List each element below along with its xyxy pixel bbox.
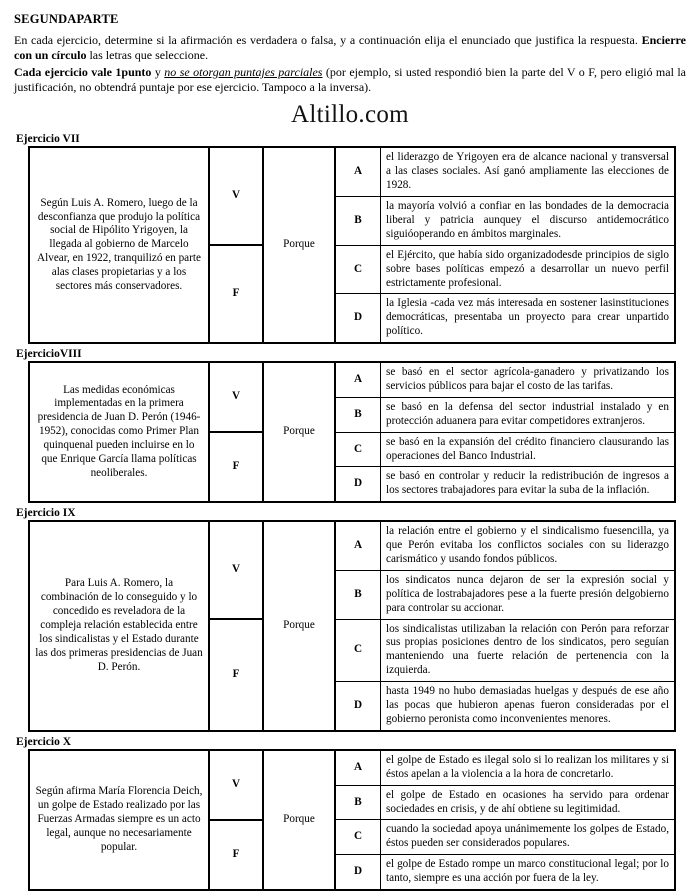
false-option-cell[interactable]: F bbox=[209, 820, 263, 890]
exercise-label: Ejercicio IX bbox=[16, 507, 76, 520]
option-text[interactable]: se basó en el sector agrícola-ganadero y privatizando los servicios públicos para bajar el costo de las tarifas. bbox=[381, 362, 676, 397]
instructions-line-1-emphasis: Encierre con un círculo bbox=[14, 33, 686, 63]
exercise-block bbox=[14, 736, 686, 891]
table-row bbox=[29, 521, 675, 570]
page-title: SEGUNDAPARTE bbox=[14, 12, 119, 26]
option-text[interactable]: los sindicalistas utilizaban la relación con Perón para reforzar sus propias posiciones dentro de los sindicatos, pero seguían manteniendo una fuerte relación de pertenencia con la izquierda. bbox=[381, 619, 676, 682]
instructions-line-1 bbox=[14, 33, 686, 64]
option-text[interactable]: la relación entre el gobierno y el sindicalismo fuesencilla, ya que Perón evitaba los conflictos sociales con su liderazgo carismático y usando fondos públicos. bbox=[381, 521, 676, 570]
option-letter[interactable]: B bbox=[335, 197, 381, 246]
exercise-block bbox=[14, 507, 686, 732]
option-letter[interactable]: B bbox=[335, 785, 381, 820]
instructions-line-2-emphasis: Cada ejercicio vale 1punto bbox=[14, 64, 152, 79]
option-letter[interactable]: A bbox=[335, 362, 381, 397]
instructions bbox=[14, 33, 686, 95]
option-letter[interactable]: A bbox=[335, 147, 381, 196]
exercise-label: EjercicioVIII bbox=[16, 348, 82, 361]
option-text[interactable]: el liderazgo de Yrigoyen era de alcance nacional y transversal a las clases sociales. Así ganó ampliamente las elecciones de 1928. bbox=[381, 147, 676, 196]
porque-cell: Porque bbox=[263, 750, 335, 890]
porque-cell: Porque bbox=[263, 521, 335, 731]
option-text[interactable]: el golpe de Estado es ilegal solo si lo realizan los militares y si éstos apelan a la violencia a la hora de concretarlo. bbox=[381, 750, 676, 785]
exercise-table bbox=[28, 520, 676, 732]
watermark: Altillo.com bbox=[291, 101, 409, 129]
option-letter[interactable]: B bbox=[335, 570, 381, 619]
instructions-line-1-text-b: las letras que seleccione. bbox=[86, 48, 209, 63]
exercise-block bbox=[14, 133, 686, 344]
instructions-line-2-text-b: (por ejemplo, si usted respondió bien la parte del V o F, pero eligió mal la justificación, no obtendrá puntaje por ese ejercicio. Tampoco a la inversa). bbox=[14, 64, 686, 95]
option-text[interactable]: hasta 1949 no hubo demasiadas huelgas y después de ese año las pocas que hubieron apenas fueron consideradas por el gobierno peronista como inconvenientes menores. bbox=[381, 682, 676, 731]
false-option-cell[interactable]: F bbox=[209, 619, 263, 731]
false-option-cell[interactable]: F bbox=[209, 432, 263, 502]
option-letter[interactable]: D bbox=[335, 294, 381, 343]
instructions-line-1-text-a: En cada ejercicio, determine si la afirmación es verdadera o falsa, y a continuación elija el enunciado que justifica la respuesta. bbox=[14, 33, 642, 47]
option-text[interactable]: se basó en la expansión del crédito financiero clausurando las operaciones del Banco Industrial. bbox=[381, 432, 676, 467]
option-text[interactable]: cuando la sociedad apoya unánimemente los golpes de Estado, éstos pueden ser considerados populares. bbox=[381, 820, 676, 855]
option-text[interactable]: se basó en la defensa del sector industrial instalado y en protección aduanera para evitar competidores extranjeros. bbox=[381, 397, 676, 432]
option-text[interactable]: la Iglesia -cada vez más interesada en sostener lasinstituciones democráticas, presentaba un proyecto para crear unpartido político. bbox=[381, 294, 676, 343]
option-text[interactable]: el golpe de Estado rompe un marco constitucional legal; por lo tanto, siempre es una acción por fuera de la ley. bbox=[381, 855, 676, 890]
instructions-line-2-italic: no se otorgan puntajes parciales bbox=[164, 64, 323, 79]
statement-cell: Las medidas económicas implementadas en la primera presidencia de Juan D. Perón (1946-1952), conocidas como Primer Plan quinquenal pueden incluirse en lo que Enrique García llama políticas neoliberales. bbox=[29, 362, 209, 502]
porque-cell: Porque bbox=[263, 147, 335, 343]
porque-cell: Porque bbox=[263, 362, 335, 502]
statement-cell: Según Luis A. Romero, luego de la desconfianza que produjo la política social de Hipólito Yrigoyen, la llegada al gobierno de Marcelo Alvear, en 1922, tranquilizó en parte alas clases propietarias y a los sectores más conservadores. bbox=[29, 147, 209, 343]
exercise-label: Ejercicio VII bbox=[16, 133, 80, 146]
false-option-cell[interactable]: F bbox=[209, 245, 263, 343]
option-text[interactable]: se basó en controlar y reducir la redistribución de ingresos a los sectores trabajadores para evitar la suba de la inflación. bbox=[381, 467, 676, 502]
option-letter[interactable]: D bbox=[335, 682, 381, 731]
option-letter[interactable]: C bbox=[335, 619, 381, 682]
option-letter[interactable]: C bbox=[335, 432, 381, 467]
option-letter[interactable]: C bbox=[335, 245, 381, 294]
option-letter[interactable]: D bbox=[335, 467, 381, 502]
exercise-table bbox=[28, 749, 676, 891]
exercise-table bbox=[28, 146, 676, 344]
option-text[interactable]: el golpe de Estado en ocasiones ha servido para ordenar sociedades en crisis, y de ahí obtiene su legitimidad. bbox=[381, 785, 676, 820]
true-option-cell[interactable]: V bbox=[209, 521, 263, 619]
exercise-label: Ejercicio X bbox=[16, 735, 72, 748]
true-option-cell[interactable]: V bbox=[209, 362, 263, 432]
statement-cell: Según afirma María Florencia Deich, un golpe de Estado realizado por las Fuerzas Armadas siempre es un acto legal, aunque no necesariamente popular. bbox=[29, 750, 209, 890]
true-option-cell[interactable]: V bbox=[209, 750, 263, 820]
true-option-cell[interactable]: V bbox=[209, 147, 263, 245]
option-letter[interactable]: B bbox=[335, 397, 381, 432]
option-letter[interactable]: A bbox=[335, 750, 381, 785]
table-row bbox=[29, 750, 675, 785]
exercise-table bbox=[28, 361, 676, 503]
option-text[interactable]: el Ejército, que había sido organizadodesde principios de siglo sobre bases políticas empezó a desarrollar un nuevo perfil estrictamente profesional. bbox=[381, 245, 676, 294]
exercise-block bbox=[14, 348, 686, 503]
option-text[interactable]: los sindicatos nunca dejaron de ser la expresión social y política de lostrabajadores pese a la fuerte presión delgobierno para controlar su accionar. bbox=[381, 570, 676, 619]
instructions-line-2-text-a: y bbox=[151, 64, 165, 79]
option-letter[interactable]: D bbox=[335, 855, 381, 890]
option-text[interactable]: la mayoría volvió a confiar en las bondades de la democracia liberal y patricia aunquey el discurso antidemocrático siguióoperando en ámbitos marginales. bbox=[381, 197, 676, 246]
table-row bbox=[29, 362, 675, 397]
table-row bbox=[29, 147, 675, 196]
option-letter[interactable]: A bbox=[335, 521, 381, 570]
instructions-line-2 bbox=[14, 65, 686, 96]
option-letter[interactable]: C bbox=[335, 820, 381, 855]
statement-cell: Para Luis A. Romero, la combinación de lo conseguido y lo concedido es reveladora de la compleja relación establecida entre los sindicalistas y el Estado durante las dos primeras presidencias de Juan D. Perón. bbox=[29, 521, 209, 731]
